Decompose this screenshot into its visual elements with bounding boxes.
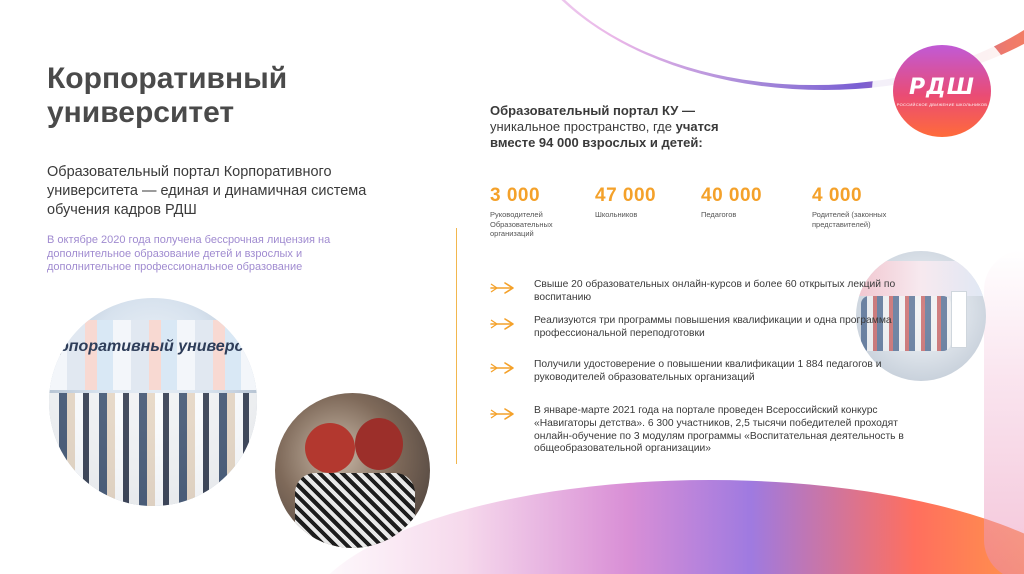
photo-wall-text: рпоративный универс [59,338,244,355]
photo-group [49,298,257,506]
photo-lectern [951,291,967,348]
stat-parents [812,185,897,229]
stat-leaders [490,185,575,239]
photo-person [305,423,355,473]
portal-line3: вместе 94 000 взрослых и детей: [490,135,703,150]
stat-value: 47 000 [595,185,657,206]
bullet-text: Реализуются три программы повышения квалификации и одна программа профессиональной переподготовки [534,315,892,339]
bullet-item [490,359,910,385]
stat-label: Школьников [595,210,638,219]
arrow-icon [490,318,516,330]
stat-label: Родителей (законных представителей) [812,210,887,229]
stat-value: 4 000 [812,185,863,206]
bullet-text: В январе-марте 2021 года на портале проведен Всероссийский конкурс «Навигаторы детства». 6 300 участников, 2,5 тысячи победителей проходят онлайн-обучение по 3 модулям программы «Воспитательная деятельность в общеобразовательной организации» [534,405,904,455]
arrow-icon [490,362,516,374]
bullet-item [490,315,910,341]
bullet-item [490,279,910,305]
stat-teachers [701,185,786,220]
portal-line2: уникальное пространство, где [490,119,676,134]
photo-person [355,418,403,470]
rdsh-logo [893,45,991,137]
photo-crowd [49,393,257,506]
license-note: В октябре 2020 года получена бессрочная лицензия на дополнительное образование детей и взрослых и дополнительное профессиональное образование [47,234,331,273]
decorative-edge [984,250,1024,574]
logo-tagline: РОССИЙСКОЕ ДВИЖЕНИЕ ШКОЛЬНИКОВ [896,102,988,107]
portal-line1: Образовательный портал КУ — [490,103,695,118]
page-title: Корпоративный университет [47,62,288,129]
portal-line2-bold: учатся [675,119,719,134]
portal-heading [490,103,820,151]
stat-students [595,185,680,220]
photo-participants [275,393,430,548]
stat-label: Педагогов [701,210,737,219]
stat-label: Руководителей Образовательных организаций [490,210,553,238]
logo-mark: РДШ [909,75,975,100]
stat-value: 3 000 [490,185,541,206]
bullet-item [490,405,910,456]
photo-figure [295,473,415,548]
vertical-divider [456,228,457,464]
bullet-text: Получили удостоверение о повышении квалификации 1 884 педагогов и руководителей образовательных организаций [534,359,882,383]
bullet-text: Свыше 20 образовательных онлайн-курсов и более 60 открытых лекций по воспитанию [534,279,896,303]
arrow-icon [490,408,516,420]
stat-value: 40 000 [701,185,763,206]
subtitle: Образовательный портал Корпоративного университета — единая и динамичная система обучения кадров РДШ [47,164,367,218]
arrow-icon [490,282,516,294]
